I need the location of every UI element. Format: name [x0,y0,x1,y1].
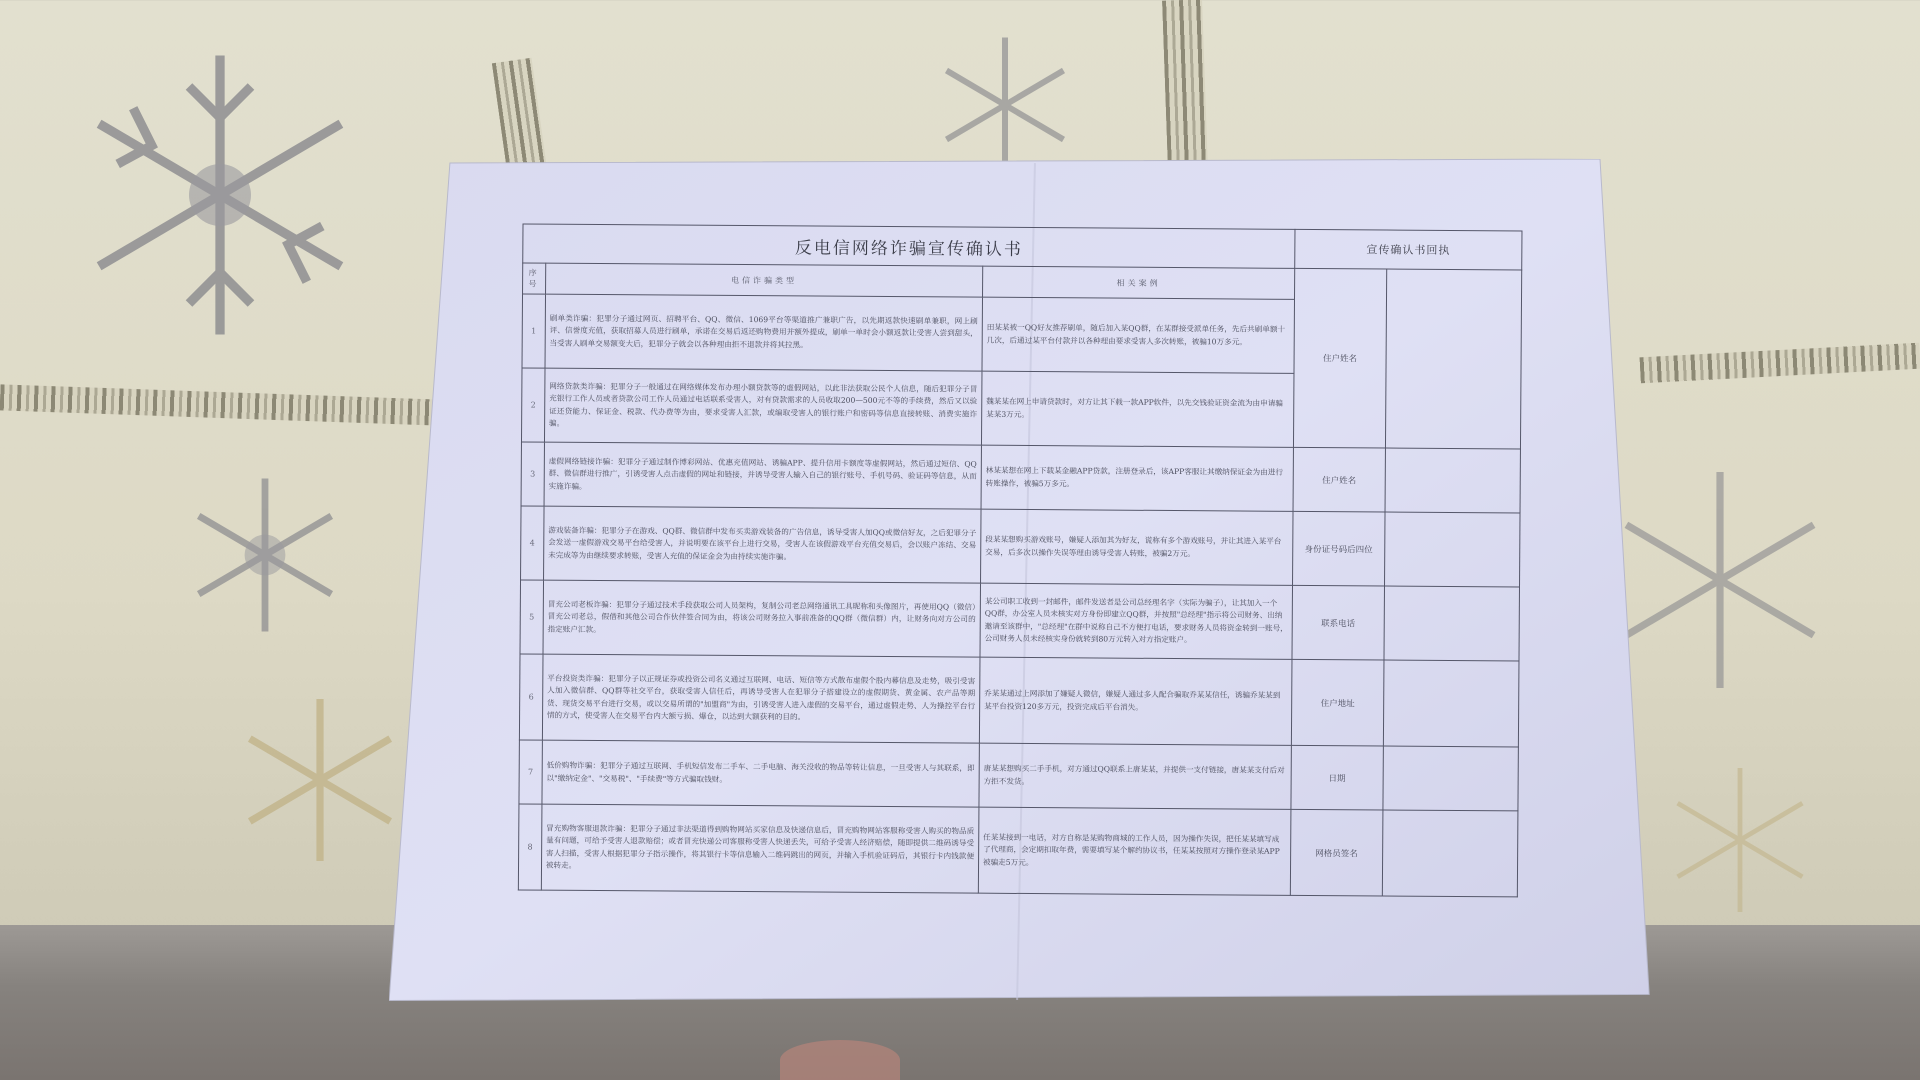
snowflake-pattern [230,690,410,870]
receipt-blank-cell [1384,586,1520,661]
receipt-blank-cell [1384,512,1520,587]
receipt-label: 住户姓名 [1294,268,1387,448]
row-number: 5 [520,580,543,654]
case-description: 魏某某在网上申请贷款时，对方让其下载一款APP软件，以先交钱验证资金流为由申请骗某某3万元。 [981,371,1294,447]
row-number: 2 [521,368,544,442]
receipt-blank-cell [1383,660,1519,747]
row-number: 8 [518,804,541,890]
case-description: 乔某某通过上网添加了嫌疑人微信，嫌疑人通过多人配合骗取乔某某信任，诱骗乔某某到某平台投资120多万元，投资完成后平台消失。 [979,657,1292,745]
case-description: 唐某某想购买二手手机，对方通过QQ联系上唐某某，并提供一支付链接，唐某某支付后对方拒不发货。 [979,743,1292,809]
receipt-label: 日期 [1291,745,1383,810]
snowflake-pattern [180,470,350,640]
row-number: 1 [522,294,545,368]
column-header-seq: 序号 [523,263,546,294]
fraud-type-description: 冒充购物客服退款诈骗：犯罪分子通过非法渠道得到购物网站买家信息及快递信息后，冒充购物网站客服称受害人购买的物品质量有问题，可给予受害人退款赔偿；或者冒充快递公司客服称受害人快递丢失，可给予受害人经济赔偿，随即提供二维码诱导受害人扫描，受害人根据犯罪分子指示操作，将其银行卡等信息输入二维码跳出的网页，并输入手机验证码后，其银行卡内钱款便被转走。 [541,804,979,893]
column-header-type: 电信诈骗类型 [545,263,982,297]
case-description: 任某某接到一电话，对方自称是某购物商城的工作人员，因为操作失误，把任某某填写成了代理商，会定期扣取年费，需要填写某个解约协议书，任某某按照对方操作登录某APP被骗走5万元。 [978,807,1291,895]
tablecloth-stripe [0,384,440,425]
receipt-title: 宣传确认书回执 [1295,229,1522,270]
fraud-type-description: 冒充公司老板诈骗：犯罪分子通过技术手段获取公司人员架构，复制公司老总网络通讯工具昵称和头像图片，再使用QQ（微信）冒充公司老总，假借和其他公司合作伙伴签合同为由，将该公司财务拉入事前准备的QQ群（微信群）内，让财务向对方公司的指定账户汇款。 [543,580,981,657]
receipt-blank-cell [1383,746,1519,811]
row-number: 6 [519,654,542,740]
confirmation-table [518,223,1523,897]
document-title: 反电信网络诈骗宣传确认书 [523,224,1295,268]
receipt-blank-cell [1385,269,1522,449]
receipt-label: 联系电话 [1292,585,1384,660]
fraud-type-description: 平台投资类诈骗：犯罪分子以正规证券或投资公司名义通过互联网、电话、短信等方式散布虚假个股内幕信息及走势，吸引受害人加入微信群、QQ群等社交平台，获取受害人信任后，再诱导受害人在犯罪分子搭建设立的虚假期货、黄金属、农产品等期货、现货交易平台进行交易，或以交易所谓的"加盟商"为由，引诱受害人进入虚假的交易平台，通过虚假走势、人为操控平台行情的方式，使受害人在交易平台内大额亏损、爆仓，以达到大额获利的目的。 [542,654,980,743]
receipt-label: 住户地址 [1292,659,1384,746]
case-description: 某公司职工收到一封邮件，邮件发送者是公司总经理名字（实际为骗子），让其加入一个QQ群，办公室人员未核实对方身份即建立QQ群，并按照"总经理"指示将公司财务、出纳邀请至该群中，"总经理"在群中说称自己不方便打电话，要求财务人员将资金转到一账号，公司财务人员未经核实身份就转到80万元转入对方指定账户。 [980,583,1293,659]
tablecloth-stripe [1640,343,1920,384]
fraud-type-description: 网络贷款类诈骗：犯罪分子一般通过在网络媒体发布办理小额贷款等的虚假网站，以此非法获取公民个人信息，随后犯罪分子冒充银行工作人员或者贷款公司工作人员通过电话联系受害人，对有贷款需求的人员收取200—500元不等的手续费，然后又以验证还贷能力、保证金、税款、代办费等为由，要求受害人汇款，或编取受害人的银行账户和密码等信息直接转账、消费实施诈骗。 [544,368,982,445]
receipt-blank-cell [1382,810,1518,897]
receipt-label: 身份证号码后四位 [1293,511,1385,586]
snowflake-pattern [1660,760,1820,920]
fraud-type-description: 低价购物诈骗：犯罪分子通过互联网、手机短信发布二手车、二手电脑、海关没收的物品等转让信息，一旦受害人与其联系，即以"缴纳定金"、"交易税"、"手续费"等方式骗取钱财。 [542,740,979,807]
fraud-type-description: 虚假网络链接诈骗：犯罪分子通过制作博彩网站、优惠充值网站、诱骗APP、提升信用卡额度等虚假网站，然后通过短信、QQ群、微信群进行推广，引诱受害人点击虚假的网址和链接，并诱导受害人输入自己的银行账号、手机号码、验证码等信息，从而实施诈骗。 [544,442,981,509]
tablecloth-stripe [1162,0,1208,171]
receipt-label: 住户姓名 [1293,447,1385,512]
receipt-blank-cell [1385,448,1521,513]
row-number: 7 [519,740,542,804]
fraud-type-description: 刷单类诈骗：犯罪分子通过网页、招聘平台、QQ、微信、1069平台等渠道推广兼职广告，以先期返款快速刷单兼职，网上刷评、信誉度充值，获取招募人员进行刷单，承诺在交易后返还购物费用并额外提成，刷单一单时会小额返款让受害人尝到甜头，当受害人刷单交易额变大后，犯罪分子就会以各种理由拒不退款并将其拉黑。 [545,294,983,371]
case-description: 田某某被一QQ好友推荐刷单，随后加入某QQ群，在某群接受派单任务，先后共刷单额十几次，后通过某平台付款并以各种理由要求受害人多次转账，被骗10万多元。 [982,297,1295,373]
receipt-label: 网格员签名 [1290,809,1382,896]
case-description: 段某某想购买游戏账号，嫌疑人添加其为好友，谎称有多个游戏账号，并让其进入某平台交易，后多次以操作失误等理由诱导受害人转账，被骗2万元。 [980,509,1293,585]
column-header-case: 相关案例 [982,266,1294,299]
foot-shadow [780,1040,900,1080]
fraud-type-description: 游戏装备诈骗：犯罪分子在游戏、QQ群、微信群中发布买卖游戏装备的广告信息，诱导受害人加QQ或微信好友，之后犯罪分子会发送一虚假游戏交易平台给受害人，并说明要在该平台上进行交易，受害人在该假游戏平台充值交易后，会以账户冻结、交易未完成等为由继续要求转账，受害人充值的保证金会为由持续实施诈骗。 [543,506,981,583]
row-number: 4 [521,506,544,580]
document-paper [389,151,1665,1020]
row-number: 3 [521,442,544,506]
case-description: 林某某想在网上下载某金融APP贷款，注册登录后，该APP客服让其缴纳保证金为由进行转账操作，被骗5万多元。 [981,445,1294,511]
snowflake-pattern [55,40,385,350]
